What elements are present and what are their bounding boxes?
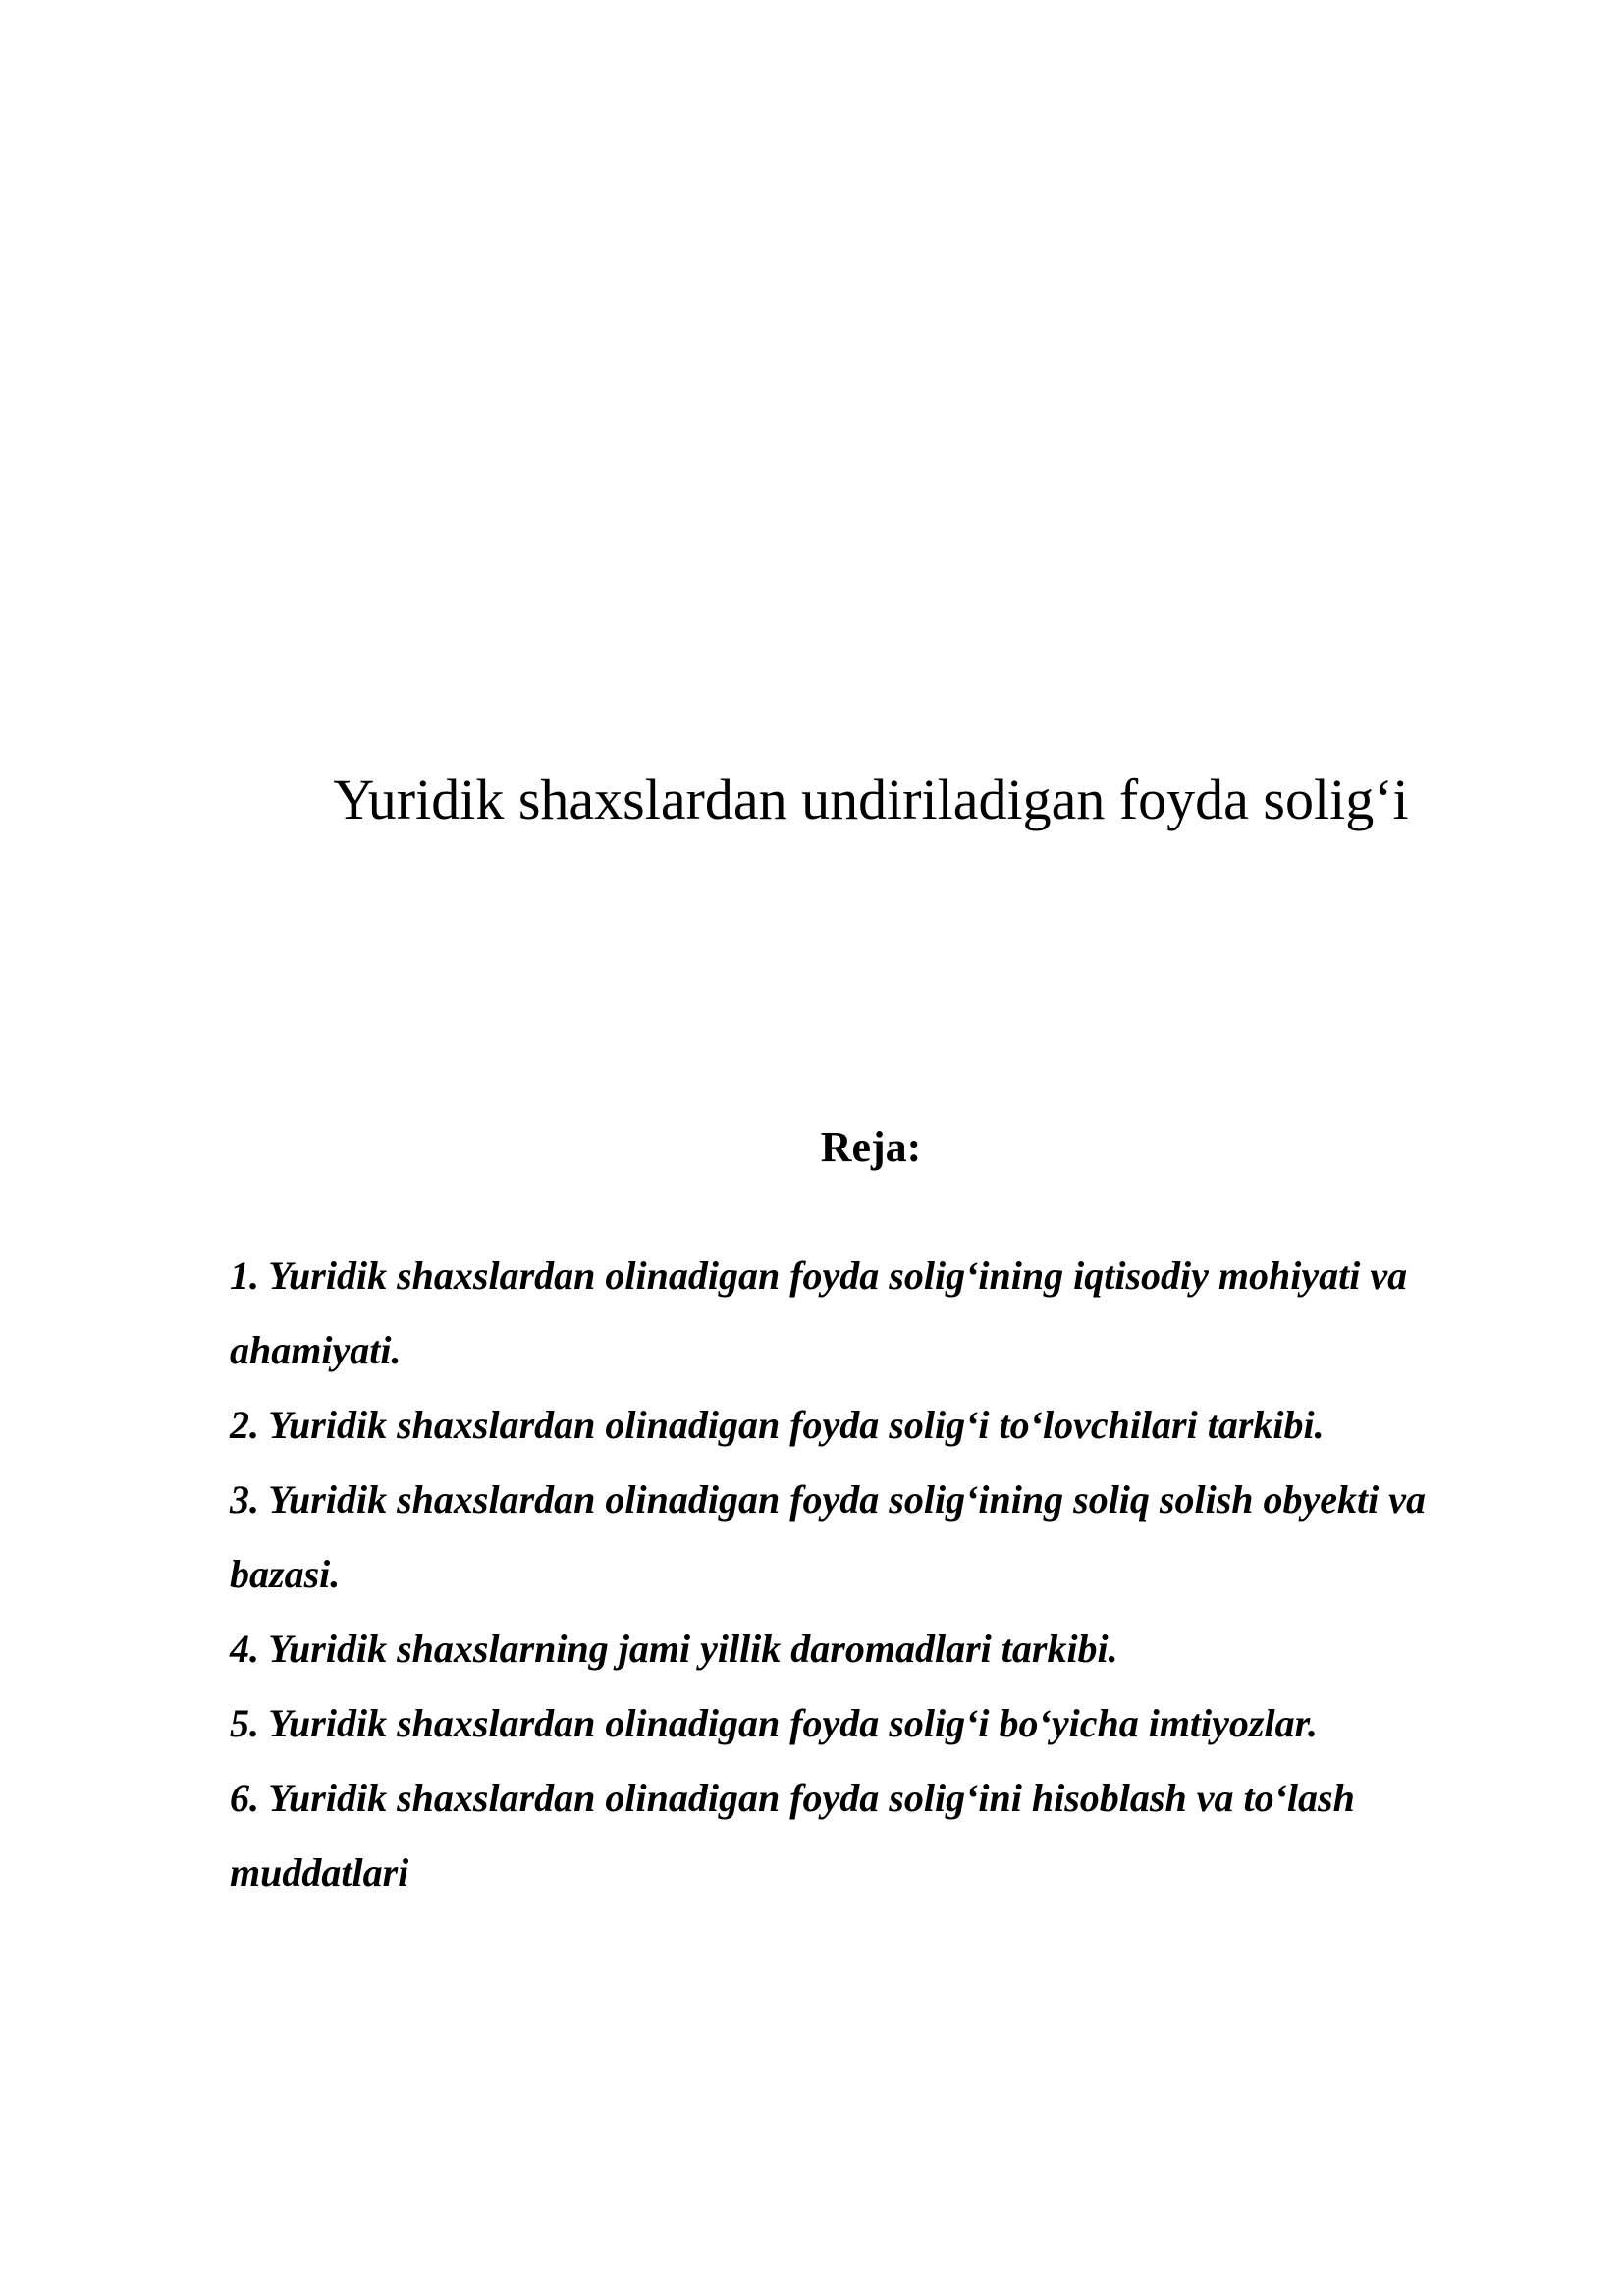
plan-item-6: 6. Yuridik shaxslardan olinadigan foyda solig‘ini hisoblash va to‘lash muddatlari — [230, 1776, 1355, 1895]
plan-heading: Reja: — [820, 1123, 922, 1171]
plan-item-5: 5. Yuridik shaxslardan olinadigan foyda solig‘i bo‘yicha imtiyozlar. — [230, 1701, 1318, 1745]
plan-item-3: 3. Yuridik shaxslardan olinadigan foyda solig‘ining soliq solish obyekti va bazasi. — [230, 1477, 1427, 1596]
plan-item-4: 4. Yuridik shaxslarning jami yillik daromadlari tarkibi. — [230, 1627, 1118, 1671]
plan-item-2: 2. Yuridik shaxslardan olinadigan foyda solig‘i to‘lovchilari tarkibi. — [230, 1403, 1325, 1447]
plan-item-1: 1. Yuridik shaxslardan olinadigan foyda solig‘ining iqtisodiy mohiyati va ahamiyati. — [230, 1254, 1408, 1372]
plan-list — [230, 1239, 1506, 1910]
document-title: Yuridik shaxslardan undiriladigan foyda solig‘i — [333, 768, 1409, 831]
